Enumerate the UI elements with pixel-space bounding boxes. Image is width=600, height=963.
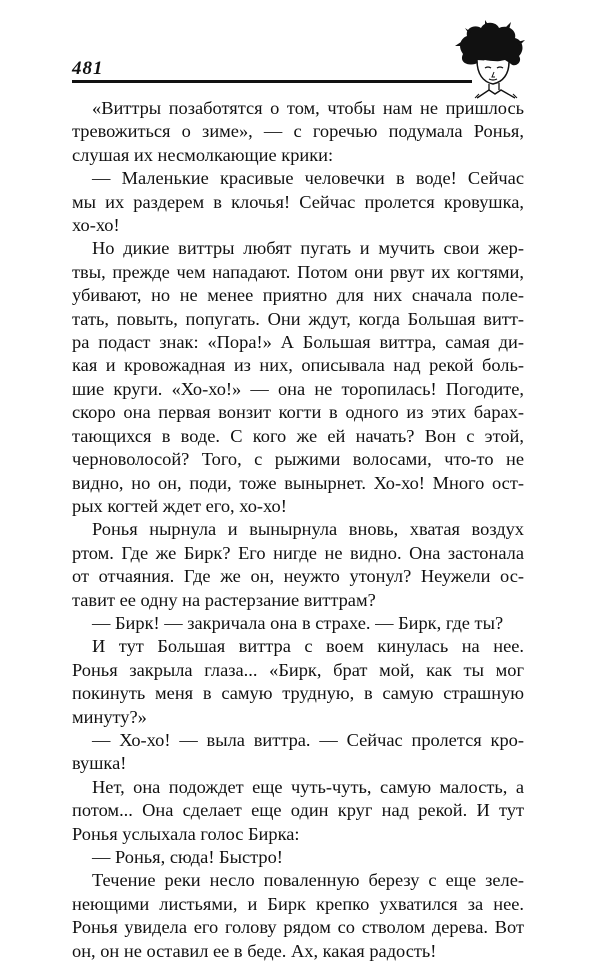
text-line: от отчаяния. Где же он, неужто утонул? Неужели ос- (72, 566, 524, 587)
text-line: видно, но он, поди, тоже вынырнет. Хо-хо! Много ост- (72, 472, 524, 493)
paragraph (72, 612, 524, 635)
text-line: Ронья услыхала голос Бирка: (72, 823, 300, 844)
paragraph (72, 237, 524, 518)
paragraph (72, 167, 524, 237)
page-number: 481 (72, 58, 104, 79)
text-line: тающихся в воде. С кого же ей начать? Вон с этой, (72, 425, 524, 446)
text-line: минуту?» (72, 706, 147, 727)
paragraph (72, 97, 524, 167)
text-line: шие круги. «Хо-хо!» — она не торопилась! Погодите, (72, 378, 524, 399)
text-line: он, он не оставил ее в беде. Ах, какая радость! (72, 940, 437, 961)
text-line: Течение реки несло поваленную березу с еще зеле- (92, 870, 524, 891)
text-line: Ронья закрыла глаза... «Бирк, брат мой, как ты мог (72, 659, 524, 680)
text-line: «Виттры позаботятся о том, чтобы нам не пришлось (92, 98, 524, 118)
text-line: скоро она первая вонзит когти в одного из этих барах- (72, 402, 524, 423)
paragraph (72, 869, 524, 963)
text-line: И тут Большая виттра с воем кинулась на нее. (92, 636, 524, 657)
paragraph (72, 846, 524, 869)
text-line: слушая их несмолкающие крики: (72, 144, 334, 165)
text-line: — Ронья, сюда! Быстро! (92, 847, 283, 867)
text-line: мы их раздерем в клочья! Сейчас пролется кровушка, (72, 191, 524, 212)
body-text (72, 97, 524, 963)
text-line: тревожиться о зиме», — с горечью подумала Ронья, (72, 121, 524, 142)
text-line: рых когтей ждет его, хо-хо! (72, 495, 287, 516)
text-line: твы, прежде чем нападают. Потом они рвут их когтями, (72, 261, 524, 282)
text-line: покинуть меня в самую трудную, в самую страшную (72, 683, 524, 704)
text-line: Но дикие виттры любят пугать и мучить свои жер- (92, 238, 524, 259)
text-line: Ронья увидела его голову рядом со стволом дерева. Вот (72, 917, 524, 938)
text-line: — Маленькие красивые человечки в воде! Сейчас (92, 168, 524, 189)
header-rule (72, 80, 472, 83)
text-line: ртом. Где же Бирк? Его нигде не видно. Она застонала (72, 542, 524, 563)
paragraph (72, 518, 524, 612)
paragraph (72, 635, 524, 729)
paragraph (72, 776, 524, 846)
text-line: — Хо-хо! — выла виттра. — Сейчас пролется кро- (92, 729, 524, 750)
text-line: Ронья нырнула и вынырнула вновь, хватая воздух (92, 519, 524, 540)
text-line: хо-хо! (72, 215, 120, 236)
text-line: — Бирк! — закричала она в страхе. — Бирк, где ты? (92, 612, 504, 633)
text-line: потом... Она сделает еще один круг над рекой. И тут (72, 800, 524, 821)
child-portrait-vignette (455, 20, 530, 100)
text-line: неющими листьями, и Бирк крепко ухватился за нее. (72, 893, 524, 914)
text-line: ра подаст знак: «Пора!» А Большая виттра, самая ди- (72, 332, 524, 353)
text-line: тавит ее одну на растерзание виттрам? (72, 589, 376, 610)
text-line: кая и кровожадная из них, описывала над рекой боль- (72, 355, 524, 376)
text-line: убивают, но не менее приятно для них сначала поле- (72, 285, 524, 306)
paragraph (72, 729, 524, 776)
text-line: черноволосой? Того, с рыжими волосами, что-то не (72, 449, 524, 470)
text-line: Нет, она подождет еще чуть-чуть, самую малость, а (92, 776, 524, 797)
text-line: тать, повыть, попугать. Они ждут, когда Большая витт- (72, 308, 524, 329)
text-line: вушка! (72, 753, 127, 774)
